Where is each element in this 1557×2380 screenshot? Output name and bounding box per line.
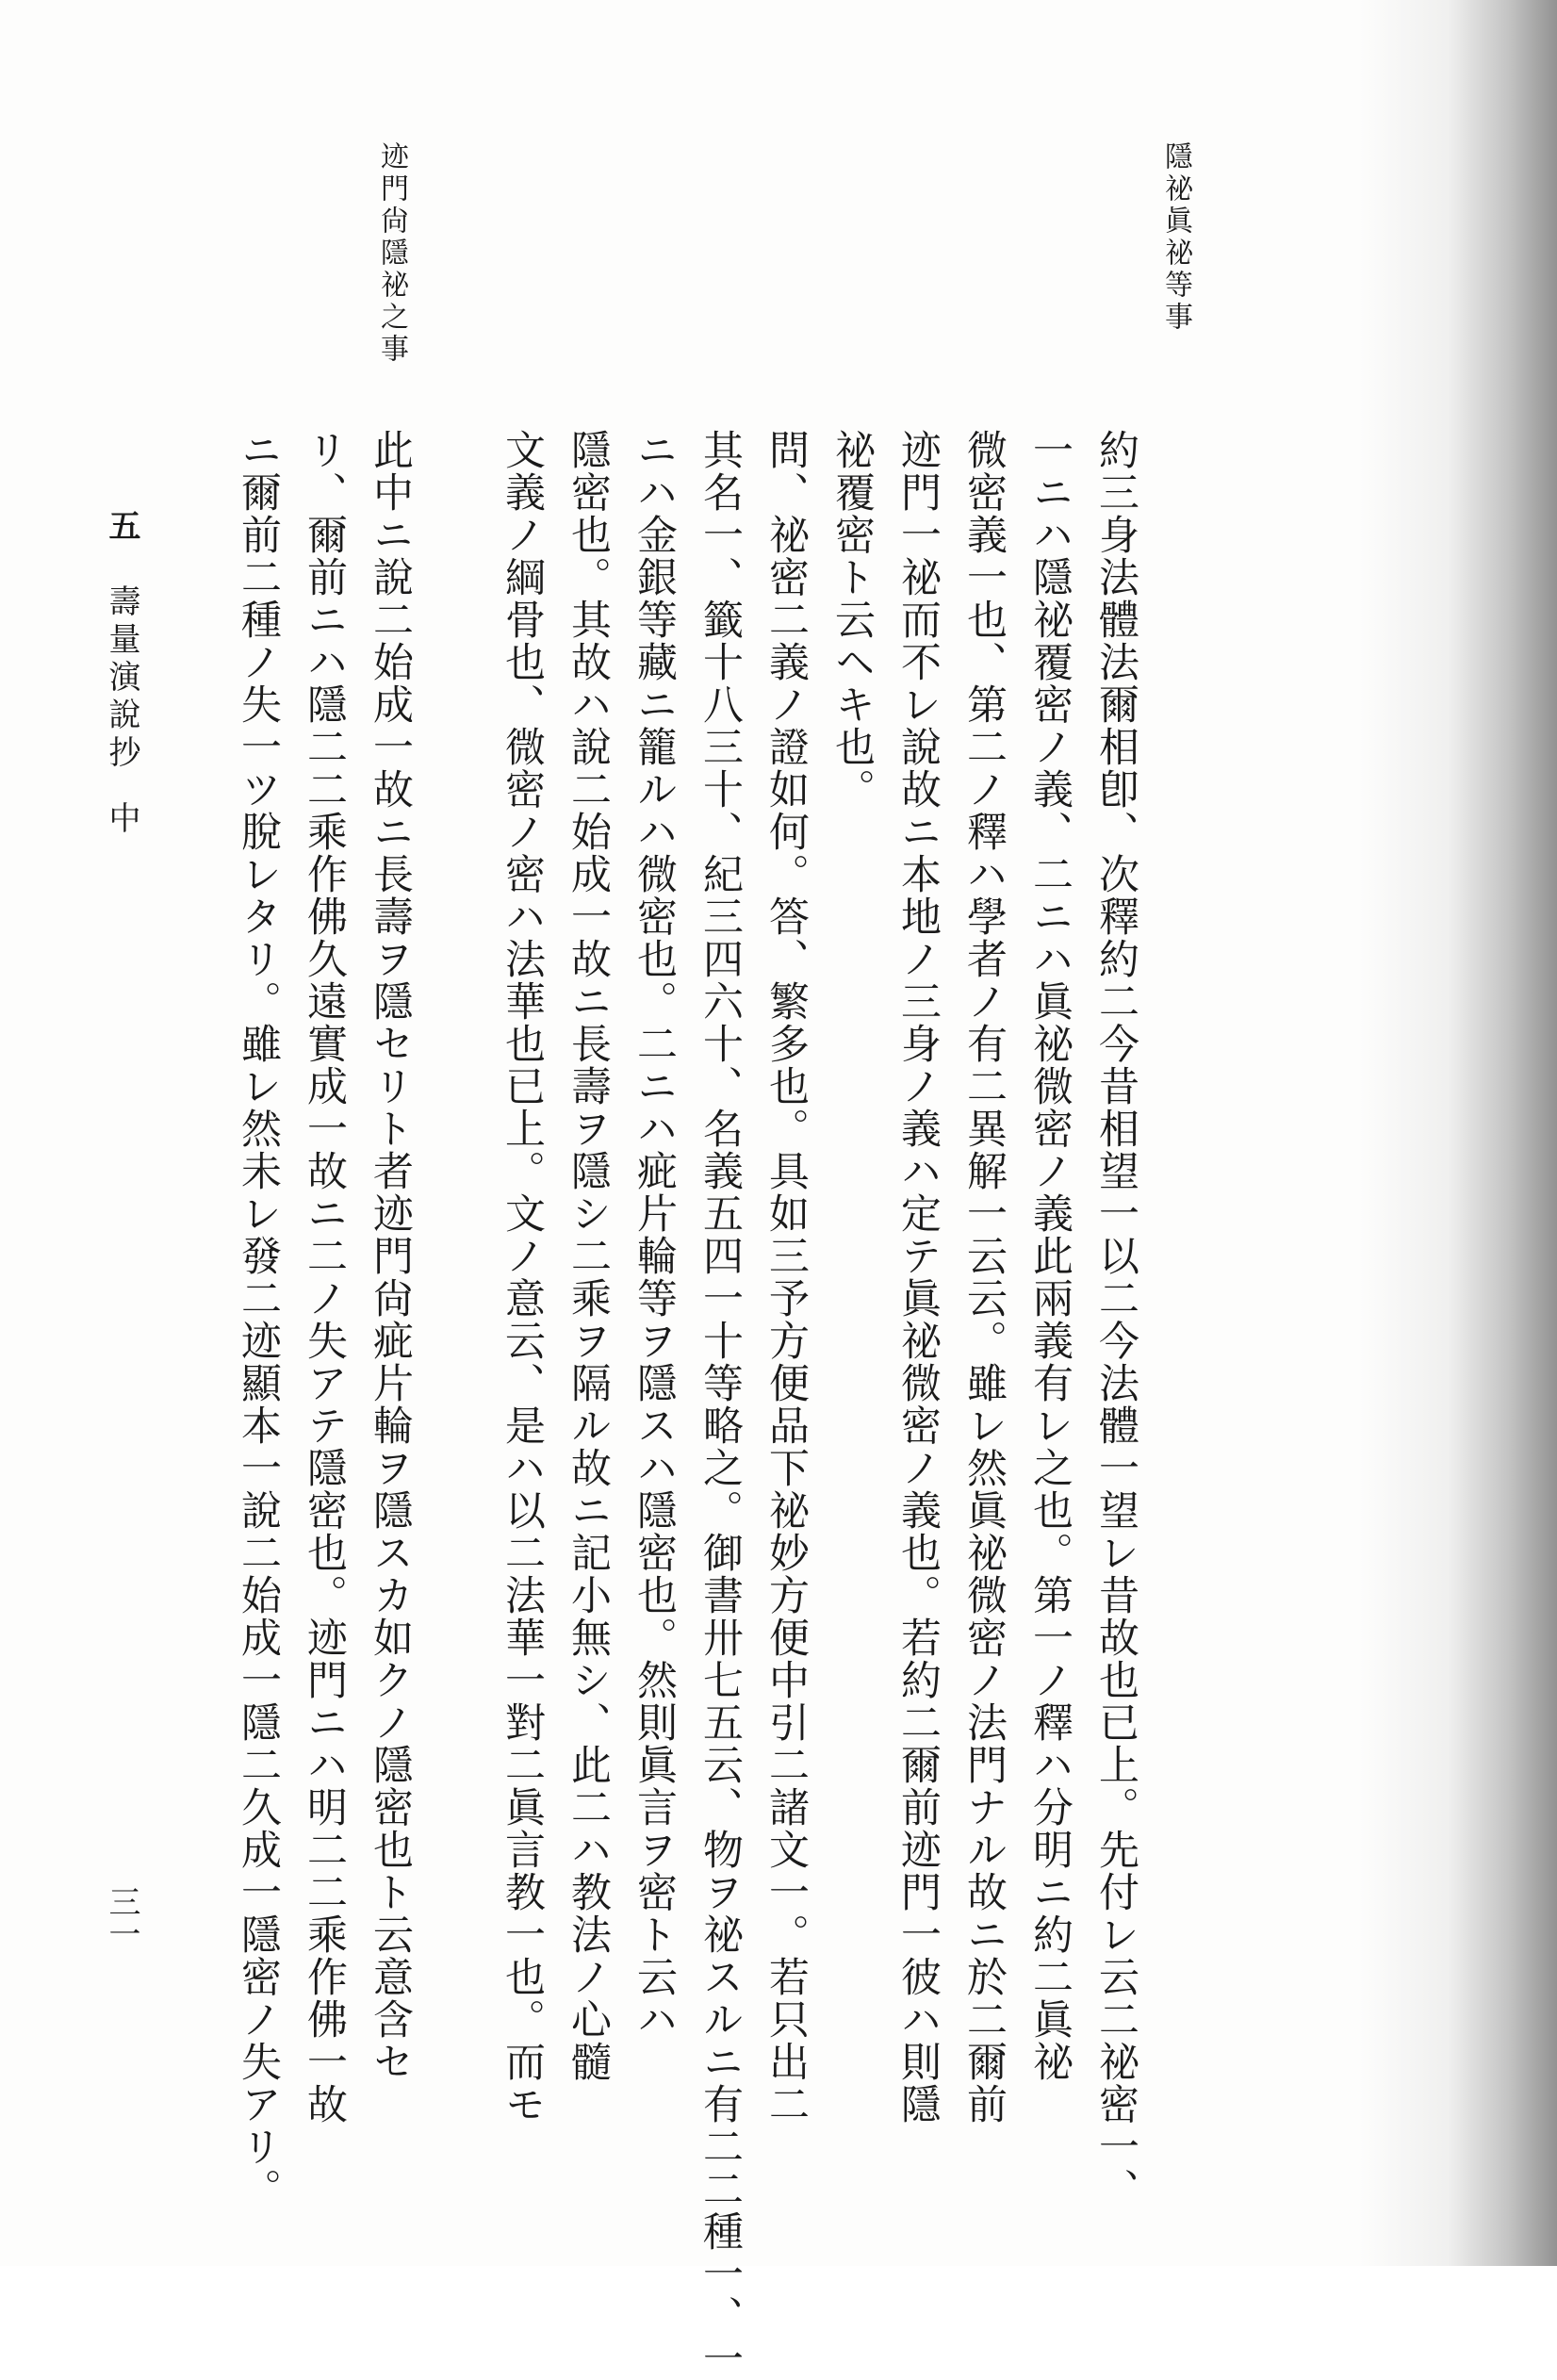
footer-section-number: 五 <box>103 509 140 547</box>
body-line-11: 此中ニ說二始成一故ニ長壽ヲ隱セリト者迹門尙疵片輪ヲ隱スカ如クノ隱密也ト云意含セ <box>367 429 414 2083</box>
body-line-2: 一ニハ隱祕覆密ノ義、二ニハ眞祕微密ノ義此兩義有レ之也。第一ノ釋ハ分明ニ約二眞祕 <box>1026 429 1074 2083</box>
heading-right: 隱祕眞祕等事 <box>1159 141 1192 334</box>
page-number: 三一 <box>103 1885 140 1949</box>
body-line-7: 其名一、籤十八三十、紀三四六十、名義五四一十等略之。御書卅七五云、物ヲ祕スルニ有二二種一、一 <box>697 429 744 2380</box>
body-line-9: 隱密也。其故ハ說二始成一故ニ長壽ヲ隱シ二乘ヲ隔ル故ニ記小無シ、此二ハ教法ノ心髓 <box>565 429 612 2083</box>
body-line-4: 迹門一祕而不レ說故ニ本地ノ三身ノ義ハ定テ眞祕微密ノ義也。若約二爾前迹門一彼ハ則隱 <box>894 429 942 2126</box>
body-line-12: リ、爾前ニハ隱二二乘作佛久遠實成一故ニ二ノ失アテ隱密也。迹門ニハ明二二乘作佛一故 <box>301 429 348 2126</box>
body-line-13: ニ爾前二種ノ失一ツ脫レタリ。雖レ然未レ發二迹顯本一說二始成一隱二久成一隱密ノ失アリ。 <box>235 429 282 2210</box>
body-line-10: 文義ノ綱骨也、微密ノ密ハ法華也已上。文ノ意云、是ハ以二法華一對二眞言教一也。而モ <box>499 429 546 2126</box>
body-line-3: 微密義一也、第二ノ釋ハ學者ノ有二異解一云云。雖レ然眞祕微密ノ法門ナル故ニ於二爾前 <box>960 429 1008 2126</box>
body-line-8: ニハ金銀等藏ニ籠ルハ微密也。二ニハ疵片輪等ヲ隱スハ隱密也。然則眞言ヲ密ト云ハ <box>631 429 678 2041</box>
page-gutter-shadow <box>1359 0 1557 2266</box>
footer-volume: 中 <box>103 801 140 839</box>
body-line-6: 問、祕密二義ノ證如何。答、繁多也。具如三予方便品下祕妙方便中引二諸文一。若只出二 <box>762 429 810 2126</box>
body-line-5: 祕覆密ト云ヘキ也。 <box>828 429 876 811</box>
footer-book-title: 壽量演說抄 <box>103 584 140 773</box>
heading-left: 迹門尙隱祕之事 <box>375 141 408 366</box>
body-line-1: 約三身法體法爾相卽、次釋約二今昔相望一以二今法體一望レ昔故也已上。先付レ云二祕密一、 <box>1092 429 1139 2210</box>
